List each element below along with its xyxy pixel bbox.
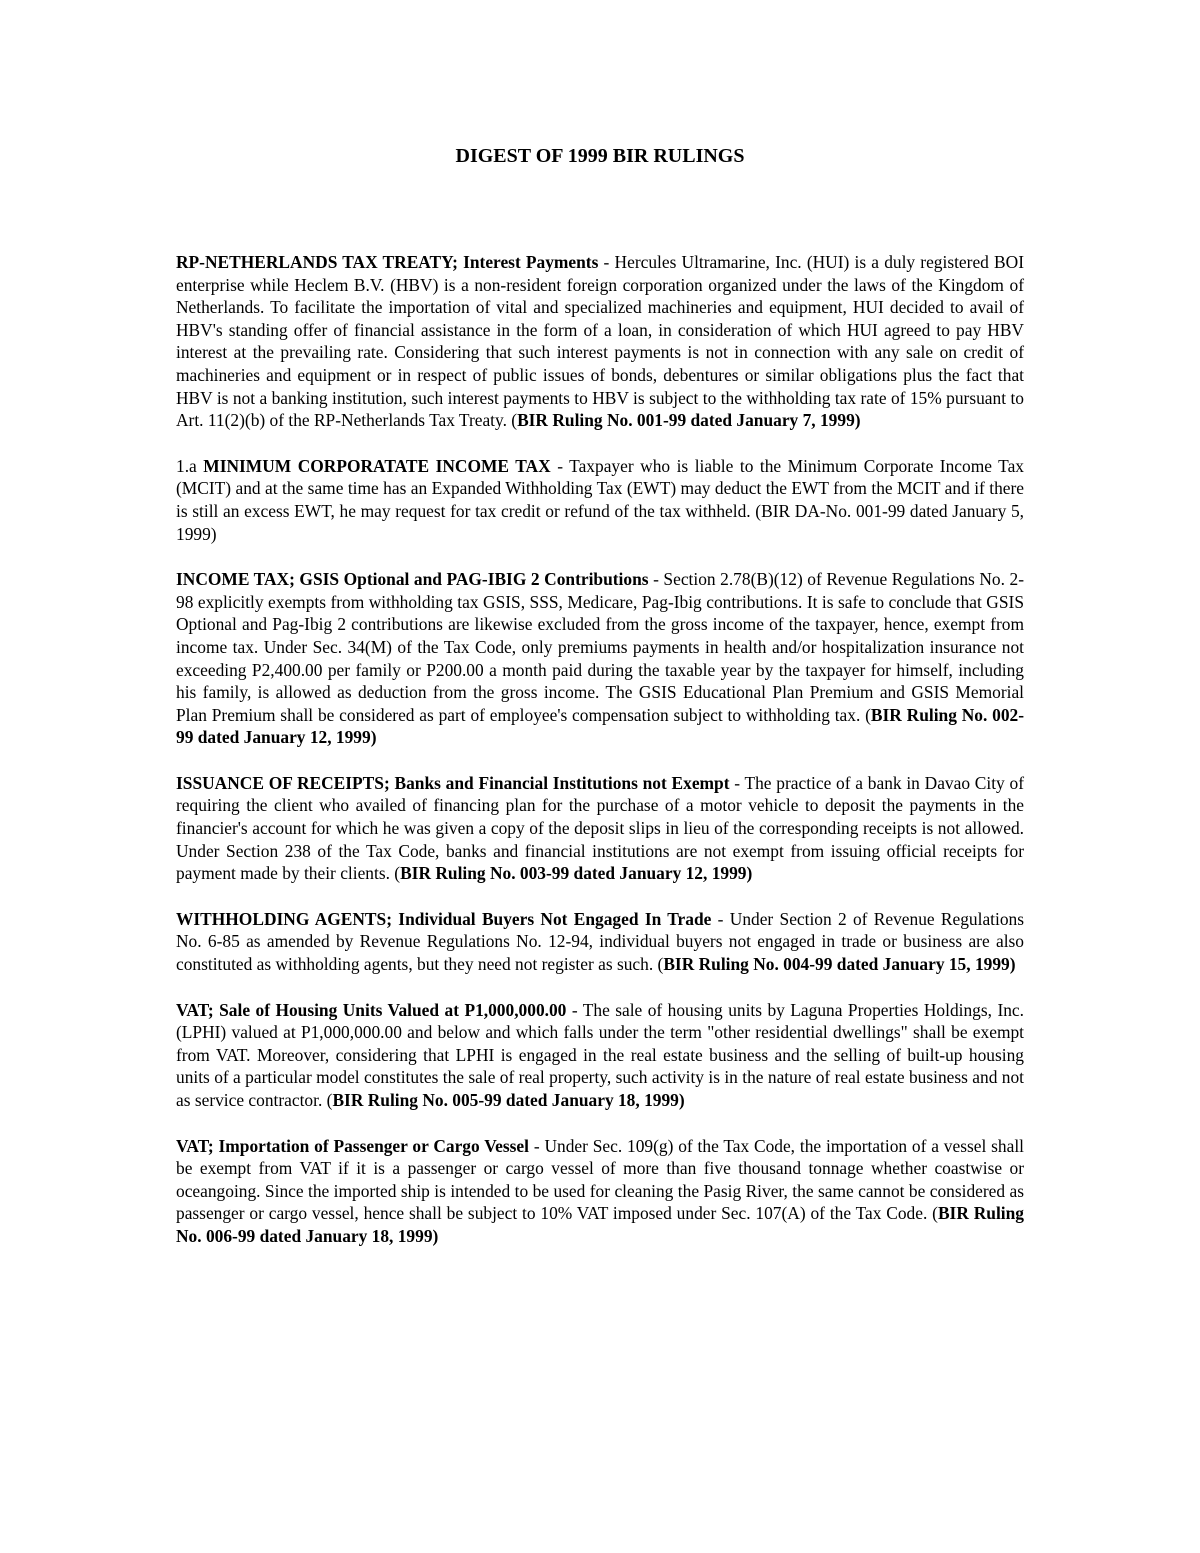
entry-citation: BIR Ruling No. 002-99 dated January 12, 1999) [176,704,1024,748]
entry-body: - Hercules Ultramarine, Inc. (HUI) is a duly registered BOI enterprise while Heclem B.V. (HBV) is a non-resident foreign corporation organized under the laws of the Kingdom of Netherlands. To facilitate the importation of vital and specialized machineries and equipment, HUI decided to avail of HBV's standing offer of financial assistance in the form of a loan, in consideration of which HUI agreed to pay HBV interest at the prevailing rate. Considering that such interest payments is not in connection with any sale on credit of machineries and equipment or in respect of public issues of bonds, debentures or similar obligations plus the fact that HBV is not a banking institution, such interest payments to HBV is subject to the withholding tax rate of 15% pursuant to Art. 11(2)(b) of the RP-Netherlands Tax Treaty. ( [176,252,1024,431]
ruling-entry [176,999,1024,1112]
entry-citation: BIR Ruling No. 005-99 dated January 18, 1999) [332,1090,685,1110]
entry-heading: WITHHOLDING AGENTS; Individual Buyers Not Engaged In Trade [176,908,712,929]
entry-heading: INCOME TAX; GSIS Optional and PAG-IBIG 2 Contributions [176,569,649,590]
entry-citation: BIR Ruling No. 006-99 dated January 18, 1999) [176,1203,1024,1246]
rulings-list [176,251,1024,1271]
entry-citation: BIR Ruling No. 004-99 dated January 15, 1999) [663,954,1016,975]
entry-body: - Under Sec. 109(g) of the Tax Code, the importation of a vessel shall be exempt from VAT if it is a passenger or cargo vessel of more than five thousand tonnage whether coastwise or oceangoing. Since the imported ship is intended to be used for cleaning the Pasig River, the same cannot be considered as passenger or cargo vessel, hence shall be subject to 10% VAT imposed under Sec. 107(A) of the Tax Code. ( [176,1135,1024,1224]
ruling-entry [176,1135,1024,1248]
entry-prefix: 1.a [176,455,204,476]
document-title: DIGEST OF 1999 BIR RULINGS [455,145,745,167]
ruling-entry [176,251,1024,432]
ruling-entry [176,772,1024,885]
entry-body: - The sale of housing units by Laguna Properties Holdings, Inc.(LPHI) valued at P1,000,000.00 and below and which falls under the term "other residential dwellings" shall be exempt from VAT. Moreover, considering that LPHI is engaged in the real estate business and the selling of built-up housing units of a particular model constitutes the sale of real property, such activity is in the nature of real estate business and not as service contractor. ( [176,999,1024,1110]
ruling-entry [176,568,1024,749]
entry-heading: MINIMUM CORPORATATE INCOME TAX [203,455,551,476]
entry-heading: ISSUANCE OF RECEIPTS; Banks and Financial Institutions not Exempt [176,772,730,793]
ruling-entry [176,455,1024,545]
entry-body: - Section 2.78(B)(12) of Revenue Regulations No. 2-98 explicitly exempts from withholding tax GSIS, SSS, Medicare, Pag-Ibig contributions. It is safe to conclude that GSIS Optional and Pag-Ibig 2 contributions are likewise excluded from the gross income of the taxpayer, hence, exempt from income tax. Under Sec. 34(M) of the Tax Code, only premiums payments in health and/or hospitalization insurance not exceeding P2,400.00 per family or P200.00 a month paid during the taxable year by the taxpayer for himself, including his family, is allowed as deduction from the gross income. The GSIS Educational Plan Premium and GSIS Memorial Plan Premium shall be considered as part of employee's compensation subject to withholding tax. ( [176,569,1024,725]
entry-body: - Taxpayer who is liable to the Minimum Corporate Income Tax (MCIT) and at the same time has an Expanded Withholding Tax (EWT) may deduct the EWT from the MCIT and if there is still an excess EWT, he may request for tax credit or refund of the tax withheld. (BIR DA-No. 001-99 dated January 5, 1999) [176,455,1024,544]
entry-heading: RP-NETHERLANDS TAX TREATY; Interest Payments [176,252,599,272]
entry-citation: BIR Ruling No. 001-99 dated January 7, 1999) [517,410,861,431]
entry-heading: VAT; Sale of Housing Units Valued at P1,000,000.00 [176,999,567,1020]
entry-body: - Under Section 2 of Revenue Regulations No. 6-85 as amended by Revenue Regulations No. 12-94, individual buyers not engaged in trade or business are also constituted as withholding agents, but they need not register as such. ( [176,908,1024,975]
entry-heading: VAT; Importation of Passenger or Cargo Vessel [176,1135,529,1156]
entry-body: - The practice of a bank in Davao City of requiring the client who availed of financing plan for the purchase of a motor vehicle to deposit the payments in the financier's account for which he was given a copy of the deposit slips in lieu of the corresponding receipts is not allowed. Under Section 238 of the Tax Code, banks and financial institutions are not exempt from issuing official receipts for payment made by their clients. ( [176,772,1024,884]
entry-citation: BIR Ruling No. 003-99 dated January 12, 1999) [400,863,753,884]
ruling-entry [176,908,1024,976]
